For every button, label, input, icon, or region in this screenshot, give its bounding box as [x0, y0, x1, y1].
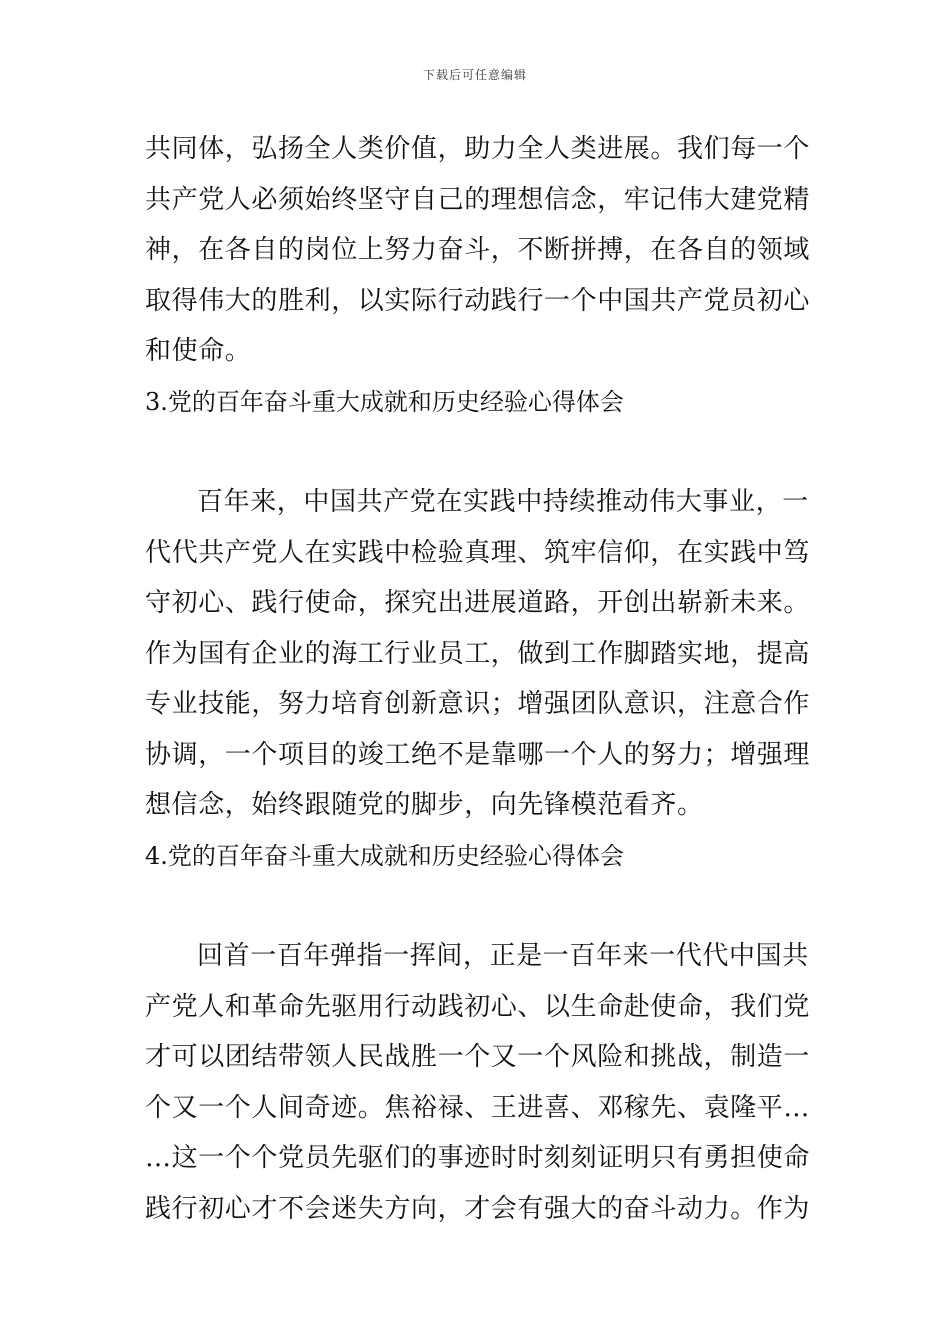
section-4 — [145, 931, 810, 1234]
section-4-heading: 4.党的百年奋斗重大成就和历史经验心得体会 — [145, 841, 624, 870]
paragraph-line: 共同体，弘扬全人类价值，助力全人类进展。我们每一个 — [145, 134, 811, 164]
paragraph-line: 专业技能，努力培育创新意识；增强团队意识，注意合作 — [145, 689, 811, 719]
header-note: 下载后可任意编辑 — [422, 68, 527, 82]
paragraph-line: …这一个个党员先驱们的事迹时时刻刻证明只有勇担使命 — [145, 1143, 811, 1173]
document-body — [145, 124, 810, 1234]
paragraph-line: 百年来，中国共产党在实践中持续推动伟大事业，一 — [197, 487, 809, 517]
section-1 — [145, 124, 810, 377]
blank-line — [145, 427, 810, 477]
blank-line — [145, 881, 810, 931]
paragraph-line: 个又一个人间奇迹。焦裕禄、王进喜、邓稼先、袁隆平… — [145, 1092, 811, 1123]
section-3 — [145, 477, 810, 831]
paragraph-line: 取得伟大的胜利，以实际行动践行一个中国共产党员初心 — [145, 285, 811, 316]
paragraph-line: 和使命。 — [145, 336, 252, 366]
paragraph-line: 回首一百年弹指一挥间，正是一百年来一代代中国共 — [197, 941, 809, 971]
paragraph-line: 作为国有企业的海工行业员工，做到工作脚踏实地，提高 — [145, 638, 811, 669]
paragraph-line: 产党人和革命先驱用行动践初心、以生命赴使命，我们党 — [145, 991, 811, 1022]
paragraph-line: 才可以团结带领人民战胜一个又一个风险和挑战，制造一 — [145, 1042, 811, 1072]
paragraph-line: 践行初心才不会迷失方向，才会有强大的奋斗动力。作为 — [145, 1193, 811, 1224]
paragraph-line: 神，在各自的岗位上努力奋斗，不断拼搏，在各自的领域 — [145, 235, 811, 265]
paragraph-line: 守初心、践行使命，探究出进展道路，开创出崭新未来。 — [145, 588, 811, 618]
paragraph-line: 共产党人必须始终坚守自己的理想信念，牢记伟大建党精 — [145, 184, 811, 215]
paragraph-line: 协调，一个项目的竣工绝不是靠哪一个人的努力；增强理 — [145, 739, 811, 770]
section-3-heading: 3.党的百年奋斗重大成就和历史经验心得体会 — [145, 387, 624, 416]
paragraph-line: 代代共产党人在实践中检验真理、筑牢信仰，在实践中笃 — [145, 537, 811, 568]
paragraph-line: 想信念，始终跟随党的脚步，向先锋模范看齐。 — [145, 790, 704, 820]
